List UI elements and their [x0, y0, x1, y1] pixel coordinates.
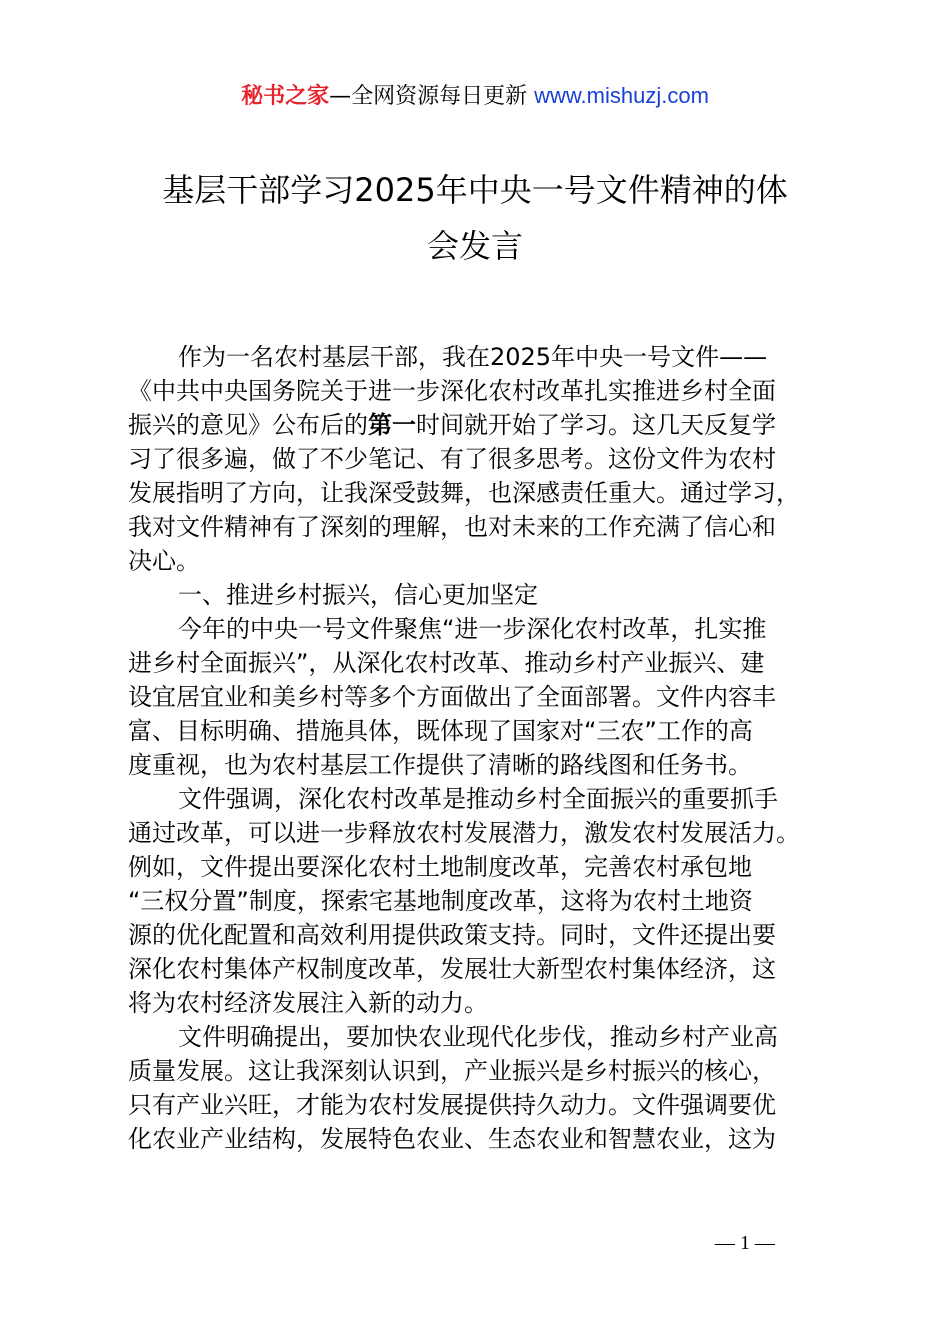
document-body — [128, 340, 828, 1156]
text-line: 文件明确提出，要加快农业现代化步伐，推动乡村产业高 — [178, 1023, 778, 1051]
text-line: 今年的中央一号文件聚焦“进一步深化农村改革，扎实推 — [178, 615, 767, 643]
text-line: 文件强调，深化农村改革是推动乡村全面振兴的重要抓手 — [178, 785, 778, 813]
title-line-1: 基层干部学习2025年中央一号文件精神的体 — [162, 171, 788, 209]
text-segment: 振兴的意见》公布后的 — [128, 411, 368, 439]
text-line: 源的优化配置和高效利用提供政策支持。同时，文件还提出要 — [128, 921, 776, 949]
text-line: 深化农村集体产权制度改革，发展壮大新型农村集体经济，这 — [128, 955, 776, 983]
text-line: 《中共中央国务院关于进一步深化农村改革扎实推进乡村全面 — [128, 377, 776, 405]
text-line: 将为农村经济发展注入新的动力。 — [128, 989, 488, 1017]
document-title — [0, 162, 950, 274]
site-header — [0, 80, 950, 113]
text-line: 我对文件精神有了深刻的理解，也对未来的工作充满了信心和 — [128, 513, 776, 541]
title-line-2: 会发言 — [426, 227, 523, 265]
paragraph-3 — [128, 782, 828, 1020]
text-line: 进乡村全面振兴”，从深化农村改革、推动乡村产业振兴、建 — [128, 649, 765, 677]
text-line: 化农业产业结构，发展特色农业、生态农业和智慧农业，这为 — [128, 1125, 776, 1153]
page-number: — 1 — — [715, 1232, 775, 1254]
text-line: 决心。 — [128, 547, 200, 575]
text-line: 只有产业兴旺，才能为农村发展提供持久动力。文件强调要优 — [128, 1091, 776, 1119]
paragraph-1 — [128, 340, 828, 578]
text-line: 富、目标明确、措施具体，既体现了国家对“三农”工作的高 — [128, 717, 753, 745]
text-line — [128, 408, 828, 442]
text-line: 例如，文件提出要深化农村土地制度改革，完善农村承包地 — [128, 853, 752, 881]
header-tagline: —全网资源每日更新 — [329, 84, 528, 109]
bold-text: 第一 — [368, 411, 416, 439]
paragraph-4 — [128, 1020, 828, 1156]
text-segment: 时间就开始了学习。这几天反复学 — [416, 411, 776, 439]
brand-name: 秘书之家 — [241, 84, 330, 109]
text-line: 习了很多遍，做了不少笔记、有了很多思考。这份文件为农村 — [128, 445, 776, 473]
text-line: “三权分置”制度，探索宅基地制度改革，这将为农村土地资 — [128, 887, 753, 915]
text-line: 发展指明了方向，让我深受鼓舞，也深感责任重大。通过学习， — [128, 479, 800, 507]
text-line: 设宜居宜业和美乡村等多个方面做出了全面部署。文件内容丰 — [128, 683, 776, 711]
text-line: 度重视，也为农村基层工作提供了清晰的路线图和任务书。 — [128, 751, 752, 779]
paragraph-2 — [128, 612, 828, 782]
text-line: 质量发展。这让我深刻认识到，产业振兴是乡村振兴的核心， — [128, 1057, 776, 1085]
site-url-link[interactable]: www.mishuzj.com — [534, 83, 709, 108]
text-line: 通过改革，可以进一步释放农村发展潜力，激发农村发展活力。 — [128, 819, 800, 847]
text-line: 作为一名农村基层干部，我在2025年中央一号文件—— — [178, 343, 768, 371]
section-heading-text: 一、推进乡村振兴，信心更加坚定 — [178, 581, 538, 609]
section-heading-1 — [128, 578, 828, 612]
